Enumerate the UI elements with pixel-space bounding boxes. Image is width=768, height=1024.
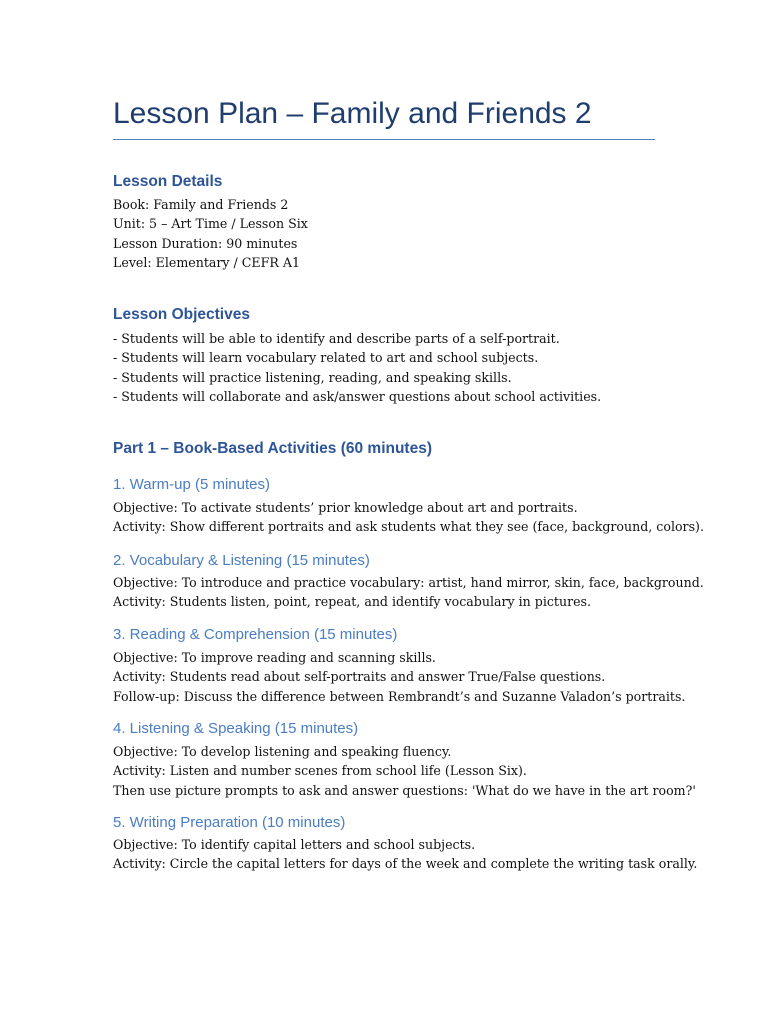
activity-1-heading: 1. Warm-up (5 minutes) [113,476,270,493]
activity-line: Objective: To identify capital letters and school subjects. [113,837,476,852]
activity-1-details [113,498,704,537]
activity-line: Activity: Circle the capital letters for days of the week and complete the writing task orally. [113,856,698,872]
activity-line: Activity: Students read about self-portraits and answer True/False questions. [113,669,606,685]
activity-line: Objective: To activate students’ prior knowledge about art and portraits. [113,500,578,515]
activity-5-details [113,835,697,874]
activity-line: Then use picture prompts to ask and answer questions: 'What do we have in the art room?' [113,782,696,798]
activity-line: Objective: To develop listening and speaking fluency. [113,744,452,759]
part1-heading: Part 1 – Book-Based Activities (60 minutes) [113,440,432,457]
lesson-objectives-list [113,329,601,407]
activity-line: Activity: Listen and number scenes from school life (Lesson Six). [113,763,527,779]
lesson-details-list [113,195,308,273]
activity-2-details [113,573,704,612]
lesson-details-heading: Lesson Details [113,173,223,190]
activity-line: Objective: To improve reading and scanning skills. [113,650,436,665]
activity-2-heading: 2. Vocabulary & Listening (15 minutes) [113,552,370,569]
detail-line: Lesson Duration: 90 minutes [113,235,298,251]
activity-4-heading: 4. Listening & Speaking (15 minutes) [113,720,359,737]
activity-line: Objective: To introduce and practice vocabulary: artist, hand mirror, skin, face, background. [113,575,704,590]
activity-line: Follow-up: Discuss the difference between Rembrandt’s and Suzanne Valadon’s portraits. [113,688,686,704]
objective-line: - Students will learn vocabulary related to art and school subjects. [113,350,539,366]
objective-line: - Students will practice listening, reading, and speaking skills. [113,369,512,385]
detail-line: Book: Family and Friends 2 [113,197,289,212]
page-title: Lesson Plan – Family and Friends 2 [113,97,592,130]
activity-line: Activity: Students listen, point, repeat, and identify vocabulary in pictures. [113,594,592,610]
lesson-objectives-heading: Lesson Objectives [113,306,250,323]
activity-5-heading: 5. Writing Preparation (10 minutes) [113,814,346,831]
title-divider [113,139,655,140]
detail-line: Unit: 5 – Art Time / Lesson Six [113,216,308,232]
objective-line: - Students will collaborate and ask/answer questions about school activities. [113,389,602,405]
detail-line: Level: Elementary / CEFR A1 [113,255,300,271]
objective-line: - Students will be able to identify and describe parts of a self-portrait. [113,331,560,346]
activity-3-details [113,648,685,706]
activity-4-details [113,742,696,800]
activity-3-heading: 3. Reading & Comprehension (15 minutes) [113,626,398,643]
activity-line: Activity: Show different portraits and ask students what they see (face, background, colors). [113,519,704,535]
